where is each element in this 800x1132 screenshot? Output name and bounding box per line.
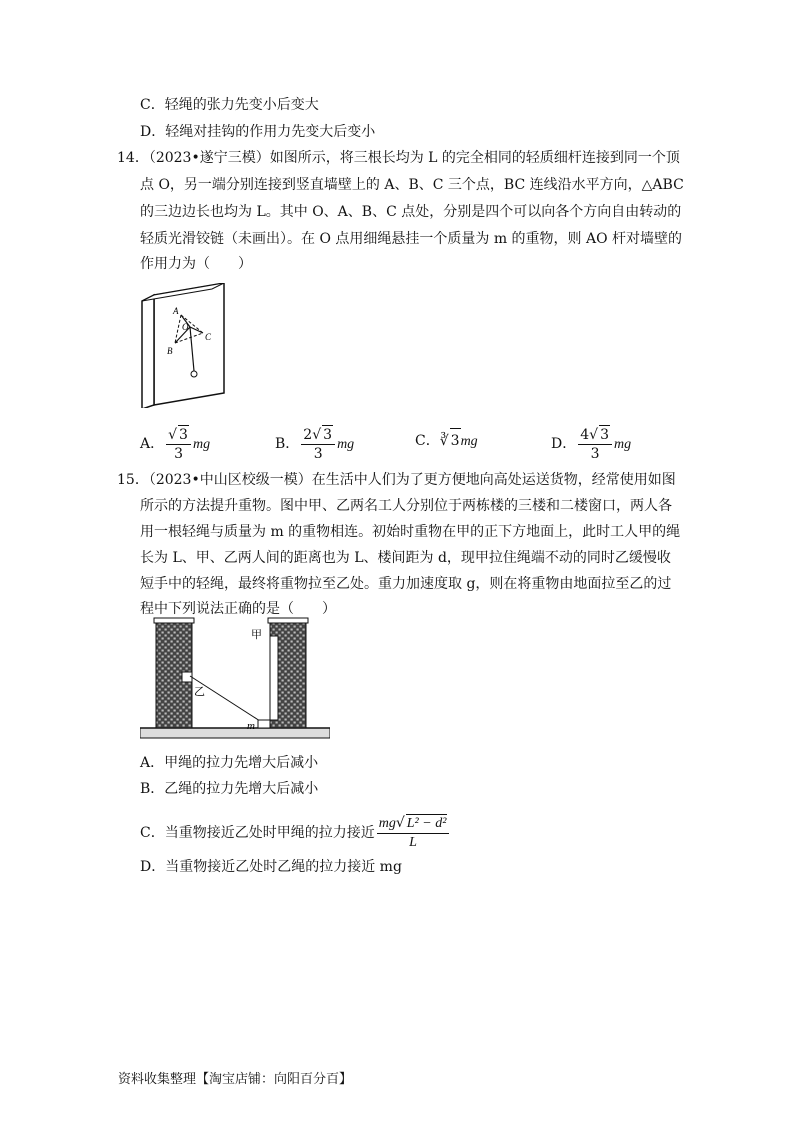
q14-option-d-denominator: 3 — [590, 446, 600, 462]
q14-option-c-radicand: 3 — [450, 428, 461, 453]
q14-label-a: A — [173, 306, 179, 316]
q15-option-c-fraction: $\frac{\text{mg√ L² − d²}}{L}$ — [377, 814, 450, 852]
q15-option-a: A．甲绳的拉力先增大后减小 — [140, 755, 319, 771]
q15-buildings-figure — [140, 616, 330, 746]
q14-option-d-coef: 4 — [580, 427, 590, 443]
q14-wall-figure — [140, 283, 230, 408]
q15-line-2: 所示的方法提升重物。图中甲、乙两名工人分别位于两栋楼的三楼和二楼窗口，两人各 — [140, 498, 672, 514]
q15-label-jia: 甲 — [251, 628, 262, 641]
q15-option-c-denominator: L — [409, 835, 417, 850]
q14-option-b-radicand: 3 — [323, 427, 333, 443]
q14-option-d-label: D． — [551, 436, 577, 452]
q14-option-a-denominator: 3 — [174, 446, 183, 462]
q15-line-4: 长为 L、甲、乙两人间的距离也为 L、楼间距为 d，现甲拉住绳端不动的同时乙缓慢收 — [140, 550, 671, 566]
q14-option-c-root: ∛ — [439, 433, 449, 449]
q14-option-b-coef: 2 — [303, 427, 313, 443]
q15-option-c-mg: mg — [378, 816, 396, 831]
q14-line-1: 14．（2023•遂宁三模）如图所示，将三根长均为 L 的完全相同的轻质细杆连接到同一个顶 — [117, 150, 680, 166]
q14-option-b-fraction: $\frac{2√ 3}{3}$ — [301, 425, 335, 463]
q14-line-5: 作用力为（ ） — [140, 256, 252, 272]
q14-option-c — [415, 428, 478, 454]
q14-option-d — [551, 425, 631, 463]
q14-option-a — [140, 425, 210, 463]
q14-label-b: B — [167, 346, 173, 356]
q14-option-b — [275, 425, 354, 463]
q15-label-yi: 乙 — [194, 685, 205, 698]
q15-option-c-radicand: L² − d² — [406, 816, 447, 831]
q14-option-d-radicand: 3 — [600, 427, 609, 443]
q13-option-c: C．轻绳的张力先变小后变大 — [140, 97, 319, 113]
q14-option-c-mg: mg — [460, 434, 478, 449]
q14-line-2: 点 O，另一端分别连接到竖直墙壁上的 A、B、C 三个点，BC 连线沿水平方向，△ABC — [140, 177, 684, 193]
q15-line-1: 15．（2023•中山区校级一模）在生活中人们为了更方便地向高处运送货物，经常使用如图 — [117, 472, 676, 488]
q14-option-a-mg: mg — [192, 437, 211, 452]
q14-line-3: 的三边边长也均为 L。其中 O、A、B、C 点处，分别是四个可以向各个方向自由转动的 — [140, 204, 682, 220]
q15-label-m: m — [247, 720, 255, 732]
q15-line-6: 程中下列说法正确的是（ ） — [140, 601, 336, 617]
q15-option-b: B．乙绳的拉力先增大后减小 — [140, 781, 319, 797]
q14-line-4: 轻质光滑铰链（未画出）。在 O 点用细绳悬挂一个质量为 m 的重物，则 AO 杆对墙壁的 — [140, 231, 683, 247]
q15-option-c — [140, 814, 451, 852]
q13-option-d: D．轻绳对挂钩的作用力先变大后变小 — [140, 124, 376, 140]
q15-line-5: 短手中的轻绳，最终将重物拉至乙处。重力加速度取 g，则在将重物由地面拉至乙的过 — [140, 576, 672, 592]
q14-option-d-mg: mg — [614, 437, 632, 452]
q14-label-c: C — [205, 332, 212, 342]
q14-label-o: O — [182, 322, 189, 332]
q14-option-a-fraction: $\frac{√ 3}{3}$ — [166, 425, 191, 463]
q15-option-d: D．当重物接近乙处时乙绳的拉力接近 mg — [140, 859, 402, 875]
q14-option-b-denominator: 3 — [313, 446, 323, 462]
q14-option-b-label: B． — [275, 436, 300, 452]
q15-option-c-text: C．当重物接近乙处时甲绳的拉力接近 — [140, 825, 375, 841]
q14-option-b-mg: mg — [337, 437, 355, 452]
q14-option-a-label: A． — [140, 436, 165, 452]
q14-option-a-radicand: 3 — [179, 427, 188, 443]
q14-option-d-fraction: $\frac{4√ 3}{3}$ — [578, 425, 612, 463]
q15-line-3: 用一根轻绳与质量为 m 的重物相连。初始时重物在甲的正下方地面上，此时工人甲的绳 — [140, 524, 681, 540]
page-footer: 资料收集整理【淘宝店铺：向阳百分百】 — [118, 1072, 353, 1087]
q14-option-c-label: C． — [415, 433, 440, 449]
